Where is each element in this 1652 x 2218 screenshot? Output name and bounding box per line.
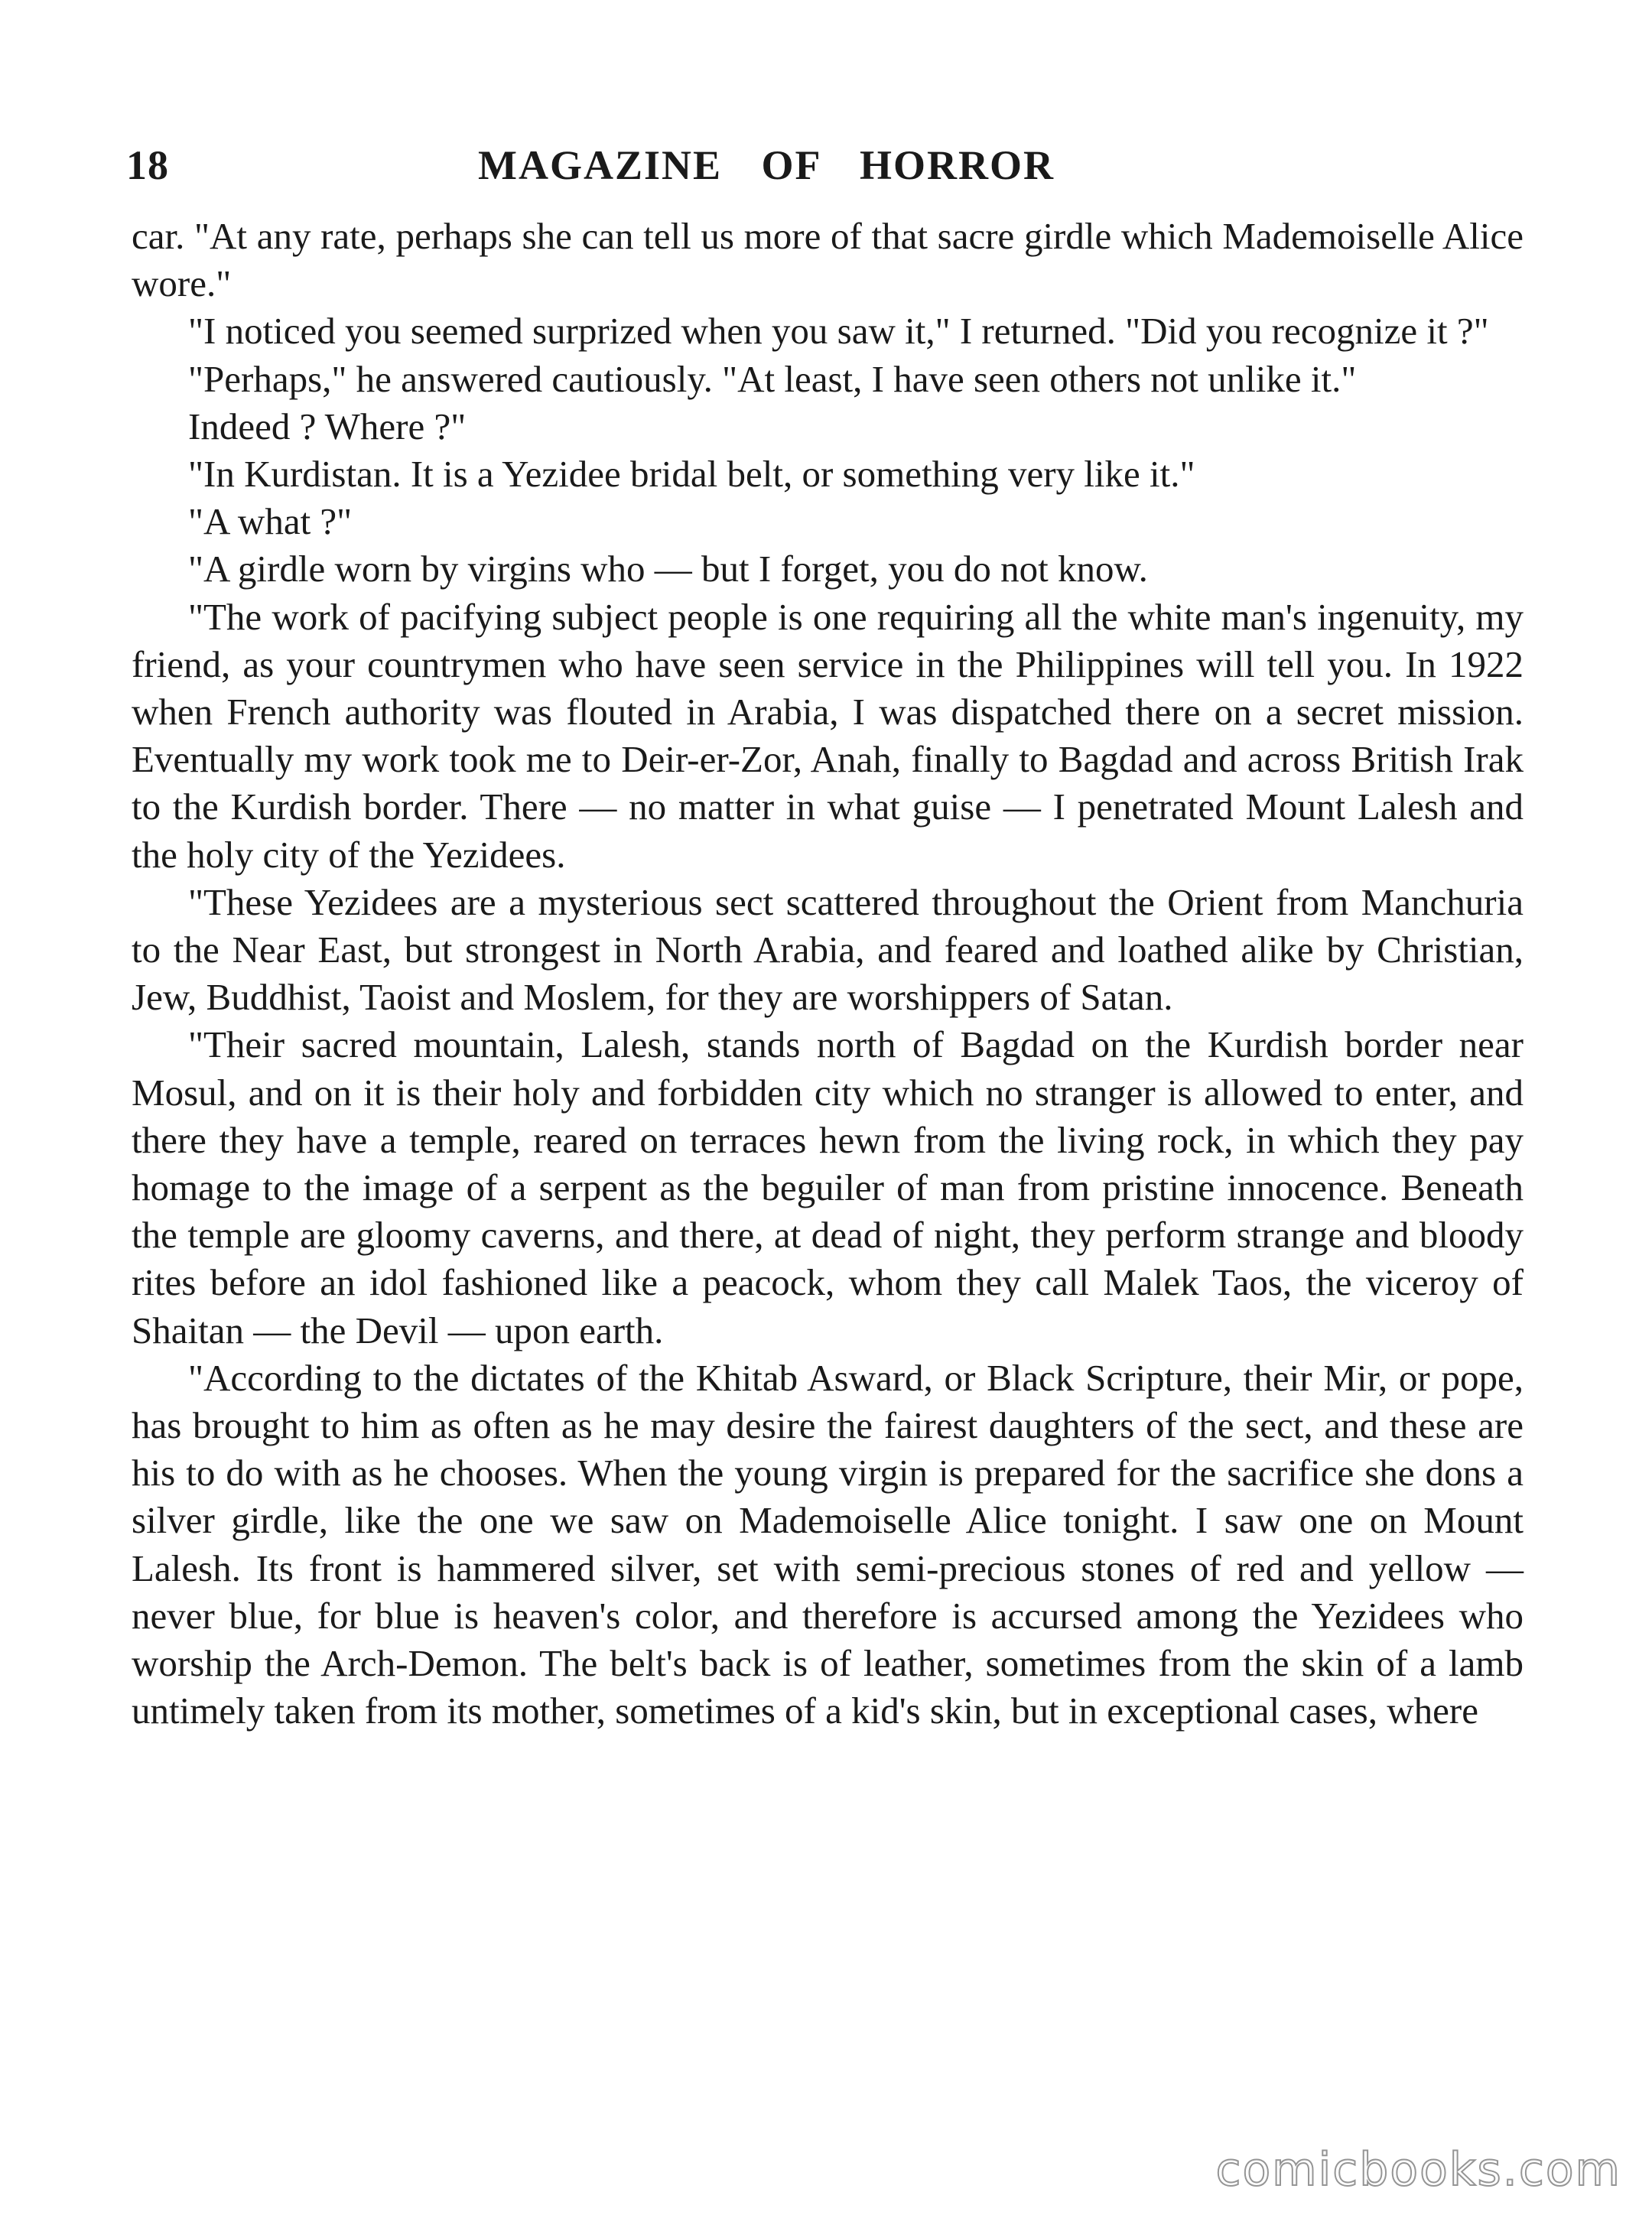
page-number: 18 — [126, 142, 169, 188]
page-header — [126, 141, 1533, 195]
paragraph: "Their sacred mountain, Lalesh, stands north of Bagdad on the Kurdish border near Mosul, and on it is their holy and forbidden city which no stranger is allowed to enter, and there they have a temple, reared on terraces hewn from the living rock, in which they pay homage to the image of a serpent as the beguiler of man from pristine innocence. Beneath the temple are gloomy caverns, and there, at dead of night, they perform strange and bloody rites before an idol fashioned like a peacock, whom they call Malek Taos, the viceroy of Shaitan — the Devil — upon earth. — [132, 1023, 1524, 1351]
paragraph: "A girdle worn by virgins who — but I forget, you do not know. — [188, 548, 1148, 590]
paragraph: "The work of pacifying subject people is one requiring all the white man's ingenuity, my friend, as your countrymen who have seen service in the Philippines will tell you. In 1922 when French authority was flouted in Arabia, I was dispatched there on a secret mission. Eventually my work took me to Deir-er-Zor, Anah, finally to Bagdad and across British Irak to the Kurdish border. There — no matter in what guise — I penetrated Mount Lalesh and the holy city of the Yezidees. — [132, 595, 1524, 876]
paragraph: "According to the dictates of the Khitab Asward, or Black Scripture, their Mir, or pope, has brought to him as often as he may desire the fairest daughters of the sect, and these are his to do with as he chooses. When the young virgin is prepared for the sacrifice she dons a silver girdle, like the one we saw on Mademoiselle Alice tonight. I saw one on Mount Lalesh. Its front is hammered silver, set with semi-precious stones of red and yellow — never blue, for blue is heaven's color, and therefore is accursed among the Yezidees who worship the Arch-Demon. The belt's back is of leather, sometimes from the skin of a lamb untimely taken from its mother, sometimes of a kid's skin, but in exceptional cases, where — [132, 1356, 1524, 1732]
paragraph: "I noticed you seemed surprized when you saw it," I returned. "Did you recognize it ?" — [188, 310, 1489, 353]
paragraph: "A what ?" — [188, 500, 353, 543]
paragraph: "These Yezidees are a mysterious sect scattered throughout the Orient from Manchuria to the Near East, but strongest in North Arabia, and feared and loathed alike by Christian, Jew, Buddhist, Taoist and Moslem, for they are worshippers of Satan. — [132, 880, 1524, 1019]
site-watermark: comicbooks.com — [1215, 2143, 1621, 2197]
paragraph: "Perhaps," he answered cautiously. "At least, I have seen others not unlike it." — [188, 357, 1357, 400]
paragraph: car. "At any rate, perhaps she can tell us more of that sacre girdle which Mademoiselle Alice wore." — [132, 215, 1524, 305]
paragraph: "In Kurdistan. It is a Yezidee bridal belt, or something very like it." — [188, 453, 1195, 496]
paragraph: Indeed ? Where ?" — [188, 405, 467, 447]
story-text — [132, 213, 1524, 1735]
running-head: MAGAZINE OF HORROR — [478, 142, 1055, 188]
